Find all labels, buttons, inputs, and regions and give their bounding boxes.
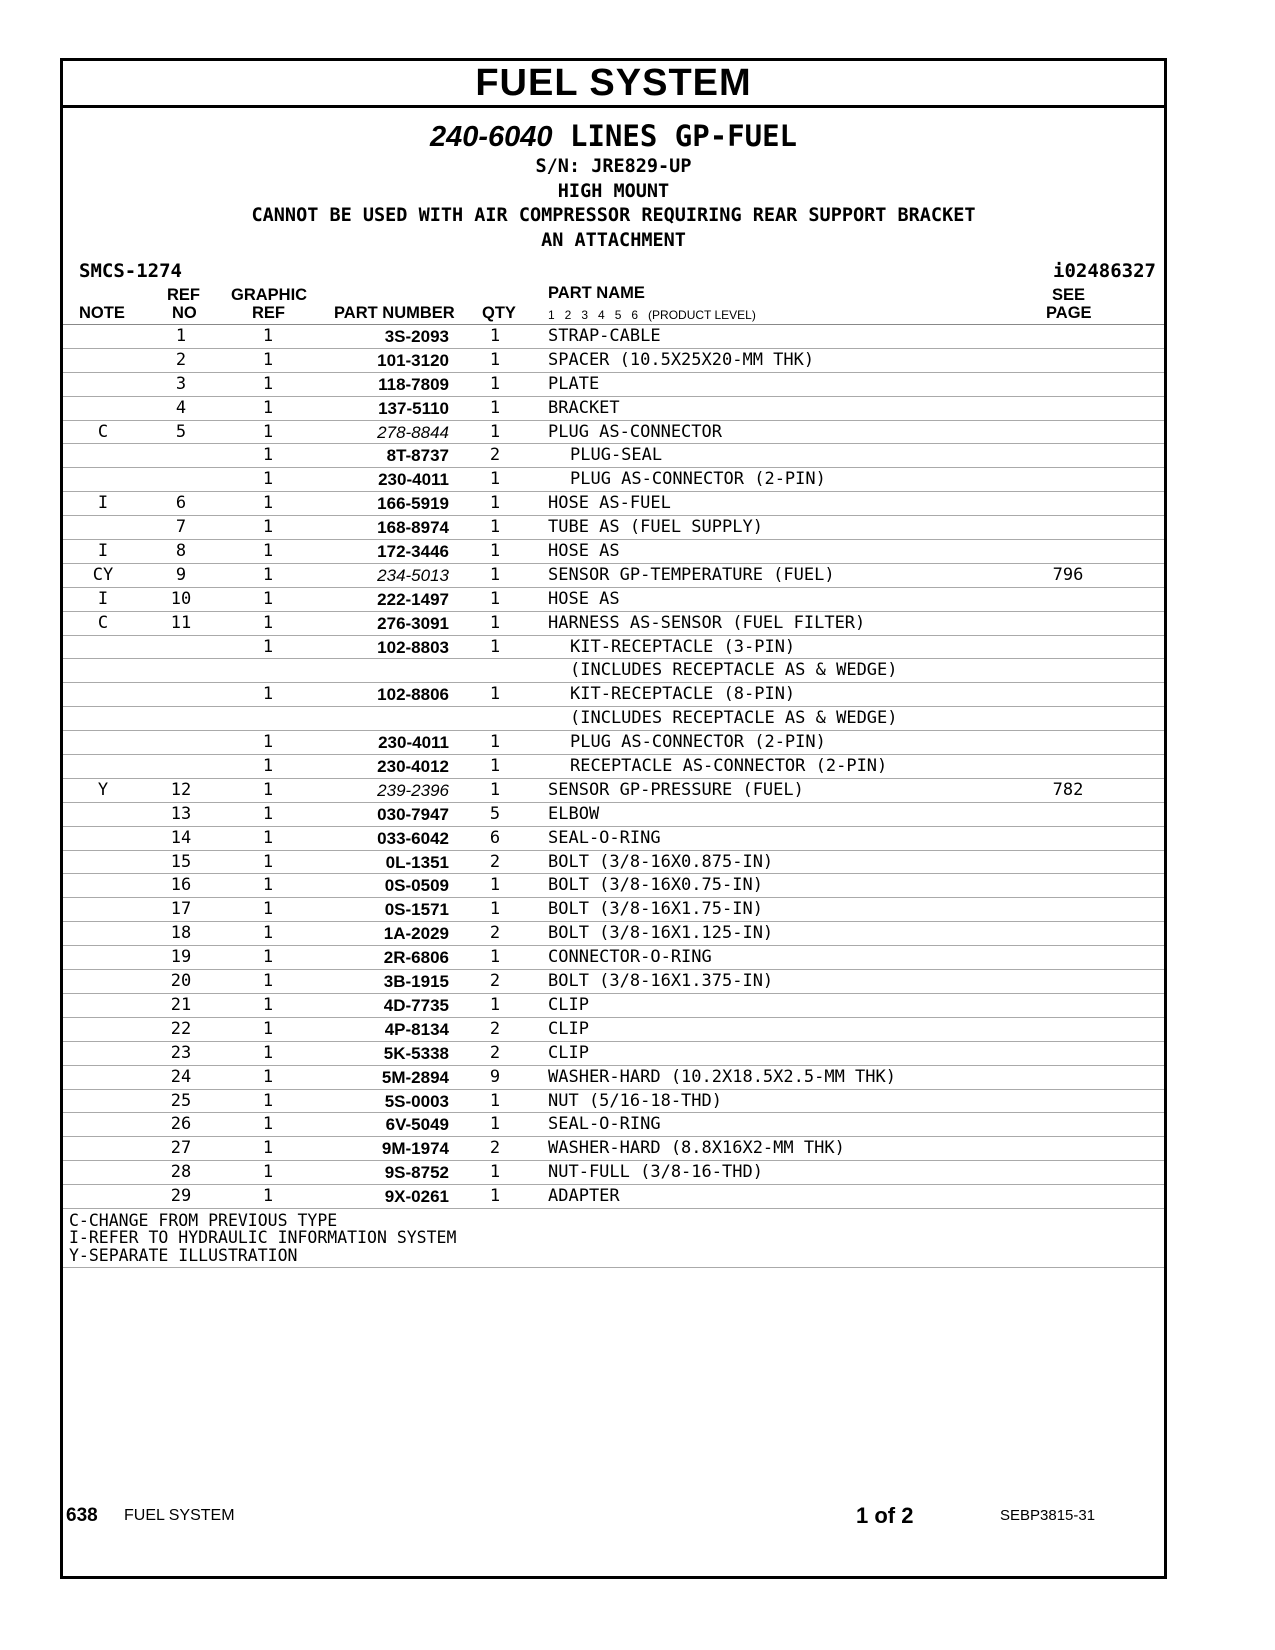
table-row [63, 516, 1164, 540]
part-name-cell: BOLT (3/8-16X0.75-IN) [548, 875, 763, 896]
part-name-cell: SEAL-O-RING [548, 1114, 661, 1135]
see-page-cell: 782 [1052, 779, 1084, 800]
qty-cell: 1 [489, 349, 501, 370]
graphic-ref-cell: 1 [262, 397, 274, 418]
part-number-cell: 3S-2093 [384, 327, 449, 346]
table-row [63, 803, 1164, 827]
qty-cell: 1 [489, 1186, 501, 1207]
graphic-ref-cell: 1 [262, 923, 274, 944]
note-cell: I [97, 588, 109, 609]
table-row [63, 707, 1164, 731]
ref-no-cell: 6 [175, 493, 187, 514]
graphic-ref-cell: 1 [262, 445, 274, 466]
part-name-cell: HARNESS AS-SENSOR (FUEL FILTER) [548, 612, 866, 633]
part-name-cell: BOLT (3/8-16X0.875-IN) [548, 851, 774, 872]
qty-cell: 2 [489, 971, 501, 992]
part-number-cell: 9X-0261 [384, 1187, 449, 1207]
graphic-ref-cell: 1 [262, 588, 274, 609]
group-note-line: HIGH MOUNT [557, 180, 670, 202]
part-number-cell: 0S-0509 [384, 876, 449, 896]
table-row [63, 1066, 1164, 1090]
qty-cell: 2 [489, 1018, 501, 1039]
graphic-ref-cell: 1 [262, 373, 274, 394]
note-cell: C [97, 612, 109, 633]
parts-table-body [63, 325, 1164, 1209]
graphic-ref-cell: 1 [262, 803, 274, 824]
graphic-ref-cell: 1 [262, 469, 274, 490]
part-number-cell: 230-4011 [378, 733, 449, 753]
part-name-cell: (INCLUDES RECEPTACLE AS & WEDGE) [570, 708, 898, 729]
part-name-cell: HOSE AS [548, 541, 620, 562]
table-row [63, 1161, 1164, 1185]
ref-no-cell: 21 [170, 994, 192, 1015]
table-row [63, 588, 1164, 612]
ref-no-cell: 23 [170, 1042, 192, 1063]
graphic-ref-cell: 1 [262, 1066, 274, 1087]
part-number-cell: 9M-1974 [381, 1139, 449, 1159]
footer-section: FUEL SYSTEM [124, 1507, 235, 1524]
table-row [63, 1018, 1164, 1042]
note-line: C-CHANGE FROM PREVIOUS TYPE [69, 1210, 338, 1230]
qty-cell: 9 [489, 1066, 501, 1087]
ref-no-cell: 29 [170, 1186, 192, 1207]
graphic-ref-cell: 1 [262, 684, 274, 705]
table-row [63, 731, 1164, 755]
part-name-cell: NUT (5/16-18-THD) [548, 1090, 722, 1111]
graphic-ref-cell: 1 [262, 994, 274, 1015]
qty-cell: 1 [489, 1114, 501, 1135]
parts-page-frame [60, 58, 1167, 1579]
graphic-ref-cell: 1 [262, 875, 274, 896]
ref-no-cell: 22 [170, 1018, 192, 1039]
part-name-cell: BOLT (3/8-16X1.75-IN) [548, 899, 763, 920]
qty-cell: 1 [489, 756, 501, 777]
part-name-cell: WASHER-HARD (8.8X16X2-MM THK) [548, 1138, 845, 1159]
part-name-cell: PLUG-SEAL [570, 445, 663, 466]
part-number-cell: 033-6042 [377, 828, 449, 848]
qty-cell: 1 [489, 636, 501, 657]
part-name-cell: BOLT (3/8-16X1.375-IN) [548, 971, 774, 992]
note-cell: I [97, 541, 109, 562]
ref-no-cell: 14 [170, 827, 192, 848]
part-number-cell: 4P-8134 [384, 1019, 449, 1039]
table-row [63, 922, 1164, 946]
qty-cell: 2 [489, 1042, 501, 1063]
ref-no-cell: 17 [170, 899, 192, 920]
part-number-cell: 222-1497 [377, 589, 449, 609]
ref-no-cell: 28 [170, 1162, 192, 1183]
part-name-cell: TUBE AS (FUEL SUPPLY) [548, 517, 763, 538]
col-product-level: 1 2 3 4 5 6 (PRODUCT LEVEL) [548, 308, 756, 322]
qty-cell: 1 [489, 469, 501, 490]
note-cell: C [97, 421, 109, 442]
table-row [63, 779, 1164, 803]
qty-cell: 6 [489, 827, 501, 848]
qty-cell: 2 [489, 923, 501, 944]
page-number: 638 [66, 1505, 98, 1526]
qty-cell: 1 [489, 1090, 501, 1111]
table-row [63, 994, 1164, 1018]
col-see-line2: PAGE [1046, 304, 1092, 322]
qty-cell: 1 [489, 421, 501, 442]
col-see-line1: SEE [1052, 286, 1086, 304]
notes-legend [63, 1209, 1164, 1269]
part-number-cell: 166-5919 [377, 494, 449, 514]
graphic-ref-cell: 1 [262, 1186, 274, 1207]
ref-no-cell: 3 [175, 373, 187, 394]
table-row [63, 349, 1164, 373]
ref-no-cell: 12 [170, 779, 192, 800]
part-number-cell: 1A-2029 [383, 924, 449, 944]
table-row [63, 468, 1164, 492]
ref-no-cell: 16 [170, 875, 192, 896]
part-name-cell: SPACER (10.5X25X20-MM THK) [548, 349, 815, 370]
graphic-ref-cell: 1 [262, 756, 274, 777]
part-number-cell: 239-2396 [377, 780, 449, 800]
table-row [63, 636, 1164, 660]
table-row [63, 444, 1164, 468]
col-qty: QTY [482, 304, 516, 322]
table-row [63, 325, 1164, 349]
part-name-cell: CONNECTOR-O-RING [548, 947, 712, 968]
qty-cell: 1 [489, 541, 501, 562]
note-cell: CY [92, 564, 114, 585]
col-graphic-line1: GRAPHIC [231, 286, 308, 304]
ref-no-cell: 5 [175, 421, 187, 442]
qty-cell: 1 [489, 899, 501, 920]
part-name-cell: WASHER-HARD (10.2X18.5X2.5-MM THK) [548, 1066, 896, 1087]
graphic-ref-cell: 1 [262, 827, 274, 848]
graphic-ref-cell: 1 [262, 636, 274, 657]
table-row [63, 683, 1164, 707]
reference-line [63, 256, 1164, 286]
part-number-cell: 6V-5049 [385, 1115, 449, 1135]
ref-no-cell: 20 [170, 971, 192, 992]
ref-no-cell: 25 [170, 1090, 192, 1111]
table-row [63, 898, 1164, 922]
graphic-ref-cell: 1 [262, 612, 274, 633]
qty-cell: 1 [489, 493, 501, 514]
table-row [63, 612, 1164, 636]
part-number-cell: 030-7947 [377, 804, 449, 824]
part-number-cell: 234-5013 [377, 565, 449, 585]
sheet-indicator: 1 of 2 [856, 1503, 914, 1528]
group-title [63, 118, 1164, 155]
part-name-cell: NUT-FULL (3/8-16-THD) [548, 1162, 763, 1183]
part-name-cell: ELBOW [548, 803, 600, 824]
qty-cell: 2 [489, 1138, 501, 1159]
part-number-cell: 0S-1571 [384, 900, 449, 920]
graphic-ref-cell: 1 [262, 349, 274, 370]
table-row [63, 1137, 1164, 1161]
part-number-cell: 276-3091 [377, 613, 449, 633]
part-number-cell: 4D-7735 [383, 995, 449, 1015]
part-number-cell: 5M-2894 [381, 1067, 449, 1087]
ref-no-cell: 2 [175, 349, 187, 370]
graphic-ref-cell: 1 [262, 947, 274, 968]
part-name-cell: HOSE AS-FUEL [548, 493, 671, 514]
part-number-cell: 101-3120 [377, 350, 449, 370]
qty-cell: 1 [489, 326, 501, 346]
group-note-line: CANNOT BE USED WITH AIR COMPRESSOR REQUIRING REAR SUPPORT BRACKET [251, 205, 976, 226]
part-name-cell: CLIP [548, 994, 589, 1015]
part-name-cell: PLUG AS-CONNECTOR [548, 421, 722, 442]
note-line: I-REFER TO HYDRAULIC INFORMATION SYSTEM [69, 1228, 457, 1248]
part-name-cell: ADAPTER [548, 1186, 620, 1207]
graphic-ref-cell: 1 [262, 851, 274, 872]
table-row [63, 970, 1164, 994]
table-row [63, 1042, 1164, 1066]
part-number-cell: 278-8844 [377, 422, 449, 442]
table-header [63, 286, 1164, 325]
note-cell: Y [97, 779, 109, 800]
graphic-ref-cell: 1 [262, 541, 274, 562]
qty-cell: 1 [489, 732, 501, 753]
table-row [63, 373, 1164, 397]
graphic-ref-cell: 1 [262, 971, 274, 992]
graphic-ref-cell: 1 [262, 732, 274, 753]
ref-no-cell: 19 [170, 947, 192, 968]
part-name-cell: PLUG AS-CONNECTOR (2-PIN) [570, 469, 826, 490]
table-row [63, 540, 1164, 564]
part-name-cell: KIT-RECEPTACLE (8-PIN) [570, 684, 796, 705]
graphic-ref-cell: 1 [262, 1090, 274, 1111]
part-name-cell: (INCLUDES RECEPTACLE AS & WEDGE) [570, 660, 898, 681]
table-row [63, 1113, 1164, 1137]
part-name-cell: RECEPTACLE AS-CONNECTOR (2-PIN) [570, 756, 888, 777]
table-row [63, 397, 1164, 421]
qty-cell: 1 [489, 397, 501, 418]
qty-cell: 1 [489, 875, 501, 896]
qty-cell: 1 [489, 947, 501, 968]
note-cell: I [97, 493, 109, 514]
qty-cell: 1 [489, 612, 501, 633]
col-part-name: PART NAME [548, 284, 645, 302]
ref-no-cell: 9 [175, 564, 187, 585]
table-row [63, 564, 1164, 588]
part-number-cell: 137-5110 [378, 398, 449, 418]
group-header [63, 118, 1164, 253]
qty-cell: 1 [489, 517, 501, 538]
ref-no-cell: 15 [170, 851, 192, 872]
table-row [63, 492, 1164, 516]
ref-no-cell: 27 [170, 1138, 192, 1159]
graphic-ref-cell: 1 [262, 421, 274, 442]
qty-cell: 1 [489, 779, 501, 800]
table-row [63, 946, 1164, 970]
graphic-ref-cell: 1 [262, 517, 274, 538]
part-number-cell: 5S-0003 [384, 1091, 449, 1111]
ref-no-cell: 8 [175, 541, 187, 562]
group-note-line: AN ATTACHMENT [541, 229, 686, 251]
graphic-ref-cell: 1 [262, 779, 274, 800]
part-name-cell: CLIP [548, 1042, 589, 1063]
ref-no-cell: 26 [170, 1114, 192, 1135]
col-note: NOTE [79, 304, 125, 322]
part-name-cell: PLATE [548, 373, 600, 394]
section-title: FUEL SYSTEM [63, 61, 1164, 108]
ref-no-cell: 24 [170, 1066, 192, 1087]
table-row [63, 1185, 1164, 1209]
qty-cell: 2 [489, 445, 501, 466]
graphic-ref-cell: 1 [262, 493, 274, 514]
part-number-cell: 0L-1351 [385, 852, 449, 872]
qty-cell: 1 [489, 564, 501, 585]
col-part-number: PART NUMBER [334, 304, 455, 322]
table-row [63, 755, 1164, 779]
qty-cell: 2 [489, 851, 501, 872]
table-row [63, 1090, 1164, 1114]
graphic-ref-cell: 1 [262, 1018, 274, 1039]
col-ref-line1: REF [167, 286, 200, 304]
graphic-ref-cell: 1 [262, 899, 274, 920]
part-number-cell: 2R-6806 [383, 948, 449, 968]
part-name-cell: BRACKET [548, 397, 620, 418]
smcs-code: SMCS-1274 [79, 260, 182, 282]
ref-no-cell: 11 [170, 612, 192, 633]
qty-cell: 1 [489, 373, 501, 394]
part-number-cell: 230-4011 [378, 470, 449, 490]
part-number-cell: 102-8806 [377, 685, 449, 705]
part-name-cell: SENSOR GP-TEMPERATURE (FUEL) [548, 564, 835, 585]
ref-no-cell: 18 [170, 923, 192, 944]
ref-no-cell: 1 [175, 326, 187, 346]
table-row [63, 421, 1164, 445]
col-graphic-line2: REF [252, 304, 285, 322]
part-name-cell: CLIP [548, 1018, 589, 1039]
table-row [63, 851, 1164, 875]
col-ref-line2: NO [172, 304, 197, 322]
graphic-ref-cell: 1 [262, 1138, 274, 1159]
document-number: SEBP3815-31 [1000, 1507, 1096, 1524]
part-number-cell: 5K-5338 [383, 1043, 449, 1063]
qty-cell: 1 [489, 684, 501, 705]
group-number: 240-6040 [429, 121, 553, 153]
note-line: Y-SEPARATE ILLUSTRATION [69, 1245, 298, 1265]
part-name-cell: KIT-RECEPTACLE (3-PIN) [570, 636, 796, 657]
see-page-cell: 796 [1052, 564, 1084, 585]
table-row [63, 659, 1164, 683]
table-row [63, 827, 1164, 851]
ref-no-cell: 4 [175, 397, 187, 418]
part-number-cell: 172-3446 [377, 542, 449, 562]
graphic-ref-cell: 1 [262, 1042, 274, 1063]
part-number-cell: 9S-8752 [384, 1163, 449, 1183]
part-name-cell: PLUG AS-CONNECTOR (2-PIN) [570, 732, 826, 753]
qty-cell: 1 [489, 588, 501, 609]
group-name: LINES GP-FUEL [570, 119, 797, 153]
ref-no-cell: 13 [170, 803, 192, 824]
part-name-cell: SENSOR GP-PRESSURE (FUEL) [548, 779, 804, 800]
graphic-ref-cell: 1 [262, 326, 274, 346]
part-name-cell: SEAL-O-RING [548, 827, 661, 848]
part-number-cell: 102-8803 [377, 637, 449, 657]
ref-no-cell: 10 [170, 588, 192, 609]
graphic-ref-cell: 1 [262, 1114, 274, 1135]
part-number-cell: 118-7809 [378, 374, 449, 394]
part-number-cell: 8T-8737 [386, 446, 449, 466]
part-number-cell: 168-8974 [377, 518, 449, 538]
table-row [63, 874, 1164, 898]
part-name-cell: STRAP-CABLE [548, 326, 661, 346]
serial-range: S/N: JRE829-UP [535, 156, 692, 177]
graphic-ref-cell: 1 [262, 1162, 274, 1183]
qty-cell: 5 [489, 803, 501, 824]
part-number-cell: 3B-1915 [383, 972, 449, 992]
qty-cell: 1 [489, 1162, 501, 1183]
part-number-cell: 230-4012 [377, 757, 449, 777]
qty-cell: 1 [489, 994, 501, 1015]
part-name-cell: HOSE AS [548, 588, 620, 609]
ref-no-cell: 7 [175, 517, 187, 538]
illustration-id: i02486327 [1053, 260, 1156, 282]
graphic-ref-cell: 1 [262, 564, 274, 585]
part-name-cell: BOLT (3/8-16X1.125-IN) [548, 923, 774, 944]
